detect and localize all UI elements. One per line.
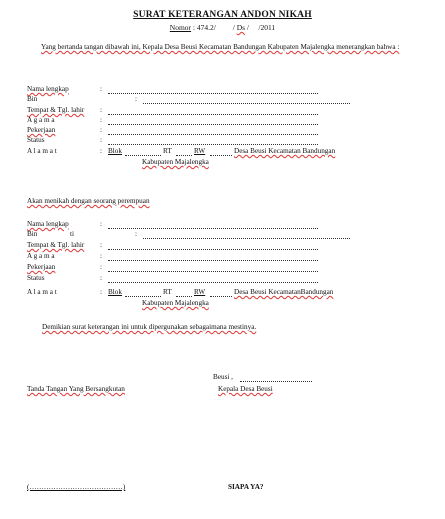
field-colon: :: [100, 126, 102, 134]
field-label-ttl-1: Tempat & Tgl. lahir: [27, 106, 85, 114]
nomor-code: Ds: [236, 23, 246, 32]
alamat-rt-1: RT: [163, 147, 172, 155]
field-line-pekerjaan-2[interactable]: [108, 271, 318, 272]
alamat-rw-line-1[interactable]: [210, 155, 232, 156]
alamat-rt-line-2[interactable]: [176, 296, 192, 297]
alamat-blok-1: Blok: [108, 147, 122, 155]
field-colon: :: [100, 241, 102, 249]
sign-left-name: (…………………………………): [27, 483, 126, 491]
nomor-sep2: /: [246, 23, 249, 32]
sign-right-name: SIAPA YA?: [228, 483, 264, 491]
alamat-blok-line-1[interactable]: [125, 155, 161, 156]
nomor-label: Nomor: [169, 23, 192, 32]
marriage-statement: Akan menikah dengan seorang perempuan: [27, 197, 150, 205]
sign-date-line[interactable]: [240, 381, 312, 382]
document-title: SURAT KETERANGAN ANDON NIKAH: [133, 10, 312, 20]
alamat-rt-line-1[interactable]: [176, 155, 192, 156]
field-colon: :: [135, 95, 137, 103]
field-line-status-1[interactable]: [108, 144, 318, 145]
field-line-ttl-2[interactable]: [108, 249, 318, 250]
nomor-year: /2011: [258, 23, 276, 32]
closing-statement: Demikian surat keterangan ini untuk dipergunakan sebagaimana mestinya.: [42, 323, 257, 331]
alamat-blok-2: Blok: [108, 288, 122, 296]
field-label-binti-suffix: ti: [70, 230, 74, 238]
field-label-alamat-1: A l a m a t: [27, 147, 57, 155]
field-line-agama-2[interactable]: [108, 260, 318, 261]
field-line-pekerjaan-1[interactable]: [108, 134, 318, 135]
field-label-ttl-2: Tempat & Tgl. lahir: [27, 241, 85, 249]
field-label-nama-1: Nama lengkap: [27, 85, 69, 93]
alamat-desa-2: Desa Beusi KecamatanBandungan: [234, 288, 334, 296]
field-label-pekerjaan-2: Pekerjaan: [27, 263, 56, 271]
sign-place: Beusi ,: [213, 373, 233, 381]
alamat-rw-2: RW: [194, 288, 206, 296]
alamat-desa-1: Desa Beusi Kecamatan Bandungan: [234, 147, 336, 155]
nomor-value: : 474.2/: [192, 23, 216, 32]
alamat-rt-2: RT: [163, 288, 172, 296]
alamat-kabupaten-1: Kabupaten Majalengka: [142, 158, 209, 166]
field-colon: :: [100, 252, 102, 260]
alamat-rw-1: RW: [194, 147, 206, 155]
field-line-nama-2[interactable]: [108, 228, 318, 229]
field-label-pekerjaan-1: Pekerjaan: [27, 126, 56, 134]
field-line-nama-1[interactable]: [108, 93, 318, 94]
document-number: [0, 23, 445, 32]
field-line-status-2[interactable]: [108, 282, 318, 283]
field-colon: :: [100, 220, 102, 228]
field-colon: :: [135, 230, 137, 238]
field-label-status-1: Status: [27, 136, 45, 144]
field-label-agama-1: A g a m a: [27, 116, 55, 124]
field-colon: :: [100, 136, 102, 144]
alamat-kabupaten-2: Kabupaten Majalengka: [142, 299, 209, 307]
field-label-bin-2: Bin: [27, 230, 38, 238]
field-colon: :: [100, 85, 102, 93]
sign-right-caption: Kepala Desa Beusi: [218, 385, 273, 393]
field-line-agama-1[interactable]: [108, 124, 318, 125]
field-label-nama-2: Nama lengkap: [27, 220, 69, 228]
field-colon: :: [100, 288, 102, 296]
alamat-blok-line-2[interactable]: [125, 296, 161, 297]
field-label-agama-2: A g a m a: [27, 252, 55, 260]
alamat-rw-line-2[interactable]: [210, 296, 232, 297]
field-label-bin-1: Bin: [27, 95, 38, 103]
field-line-bin-1[interactable]: [143, 103, 350, 104]
field-label-status-2: Status: [27, 274, 45, 282]
field-colon: :: [100, 274, 102, 282]
field-line-bin-2[interactable]: [143, 238, 350, 239]
field-colon: :: [100, 263, 102, 271]
nomor-sep: /: [232, 23, 235, 32]
field-colon: :: [100, 106, 102, 114]
field-line-ttl-1[interactable]: [108, 114, 318, 115]
sign-left-caption: Tanda Tangan Yang Bersangkutan: [27, 385, 125, 393]
field-colon: :: [100, 116, 102, 124]
field-label-alamat-2: A l a m a t: [27, 288, 57, 296]
intro-paragraph: Yang bertanda tangan dibawah ini, Kepala Desa Beusi Kecamatan Bandungan Kabupaten Majalengka menerangkan bahwa :: [41, 43, 400, 51]
field-colon: :: [100, 147, 102, 155]
